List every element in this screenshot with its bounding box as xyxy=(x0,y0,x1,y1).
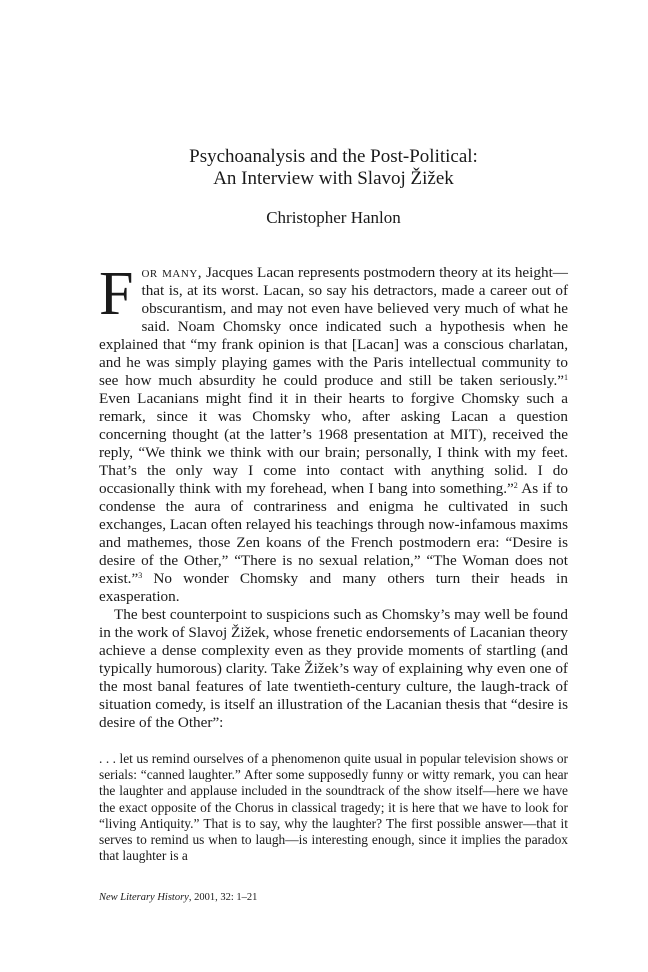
paragraph-2: The best counterpoint to suspicions such as Chomsky’s may well be found in the work of Slavoj Žižek, whose frenetic endorsements of Lacanian theory achieve a dense complexity even as they provide moments of startling (and typically humorous) clarity. Take Žižek’s way of explaining why even one of the most banal features of late twentieth-century culture, the laugh-track of situation comedy, is itself an illustration of the Lacanian thesis that “desire is desire of the Other”: xyxy=(99,606,568,731)
drop-cap: F xyxy=(99,260,134,328)
paragraph-1-text-b: Even Lacanians might find it in their hearts to forgive Chomsky such a remark, since it was Chomsky who, after asking Lacan a question concerning thought (at the latter’s 1968 presentation at MIT), received the reply, “We think we think with our brain; personally, I think with my feet. That’s the only way I come into contact with anything solid. I do occasionally think with my forehead, when I bang into something.” xyxy=(99,390,568,497)
paragraph-1-text-a: Jacques Lacan represents postmodern theory at its height—that is, at its worst. Lacan, so say his detractors, made a career out of obscurantism, and may not even have believed very much of what he said. Noam Chomsky once indicated such a hypothesis when he explained that “my frank opinion is that [Lacan] was a conscious charlatan, and he was simply playing games with the Paris intellectual community to see how much absurdity he could produce and still be taken seriously.” xyxy=(99,264,568,389)
paragraph-1-text-d: No wonder Chomsky and many others turn their heads in exasperation. xyxy=(99,570,568,605)
article-body xyxy=(99,260,569,732)
journal-name: New Literary History xyxy=(99,892,189,903)
journal-citation: , 2001, 32: 1–21 xyxy=(188,892,258,903)
lead-in-smallcaps: or many, xyxy=(141,264,203,281)
title-line-1: Psychoanalysis and the Post-Political: xyxy=(189,146,478,167)
footnote-marker-2: 2 xyxy=(513,481,518,490)
paragraph-1 xyxy=(99,260,569,606)
article-title xyxy=(99,146,568,190)
footnote-marker-3: 3 xyxy=(138,571,143,580)
block-quote: . . . let us remind ourselves of a phenomenon quite usual in popular television shows or serials: “canned laughter.” After some supposedly funny or witty remark, you can hear the laughter and applause included in the soundtrack of the show itself—here we have the exact opposite of the Chorus in classical tragedy; it is here that we have to look for “living Antiquity.” That is to say, why the laughter? The first possible answer—that it serves to remind us when to laugh—is interesting enough, since it implies the paradox that laughter is a xyxy=(99,751,568,864)
page-footer xyxy=(99,891,568,904)
title-line-2: An Interview with Slavoj Žižek xyxy=(213,168,454,189)
author-name: Christopher Hanlon xyxy=(266,208,401,227)
footnote-marker-1: 1 xyxy=(564,373,568,382)
paragraph-1-text-c: As if to condense the aura of contrariness and enigma he cultivated in such exchanges, Lacan often relayed his teachings through now-infamous maxims and mathemes, those Zen koans of the French postmodern era: “Desire is desire of the Other,” “There is no sexual relation,” “The Woman does not exist.” xyxy=(99,480,569,587)
